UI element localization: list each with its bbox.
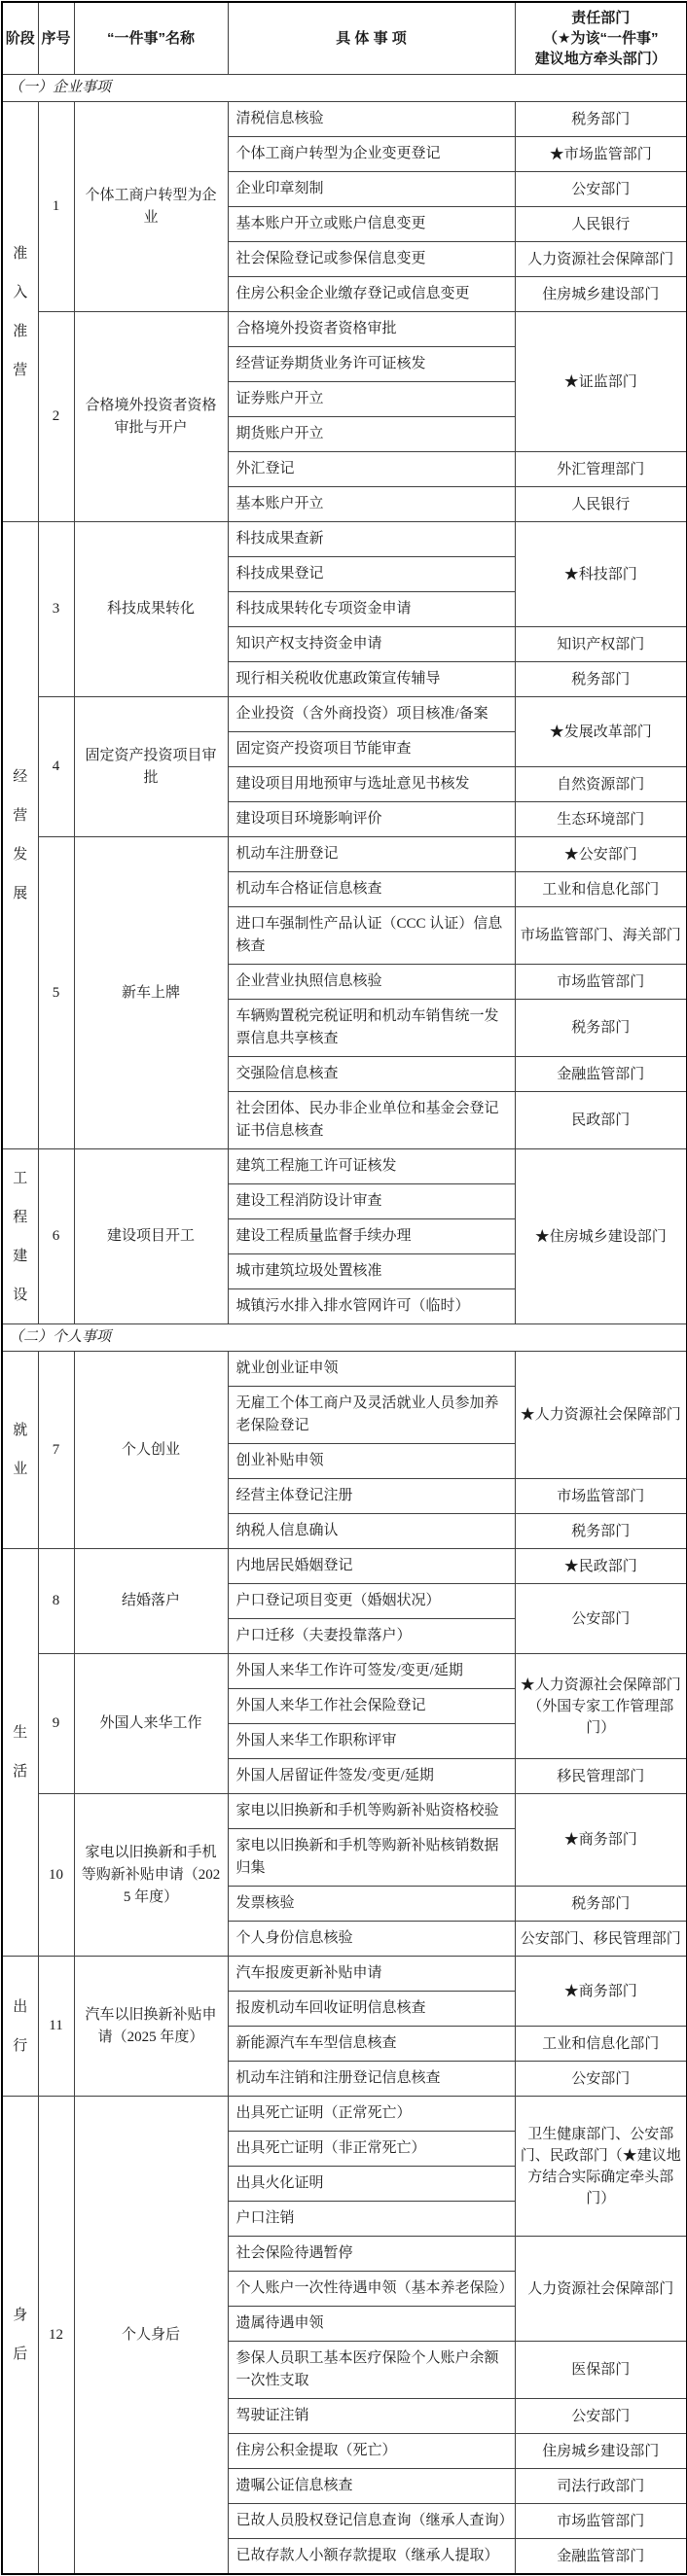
dept-cell: 人民银行 xyxy=(515,207,687,242)
header-dept-line-1: 责任部门 xyxy=(571,10,631,26)
dept-cell: 知识产权部门 xyxy=(515,627,687,662)
item-cell: 汽车报废更新补贴申请 xyxy=(228,1957,515,1992)
item-cell: 社会团体、民办非企业单位和基金会登记证书信息核查 xyxy=(228,1092,515,1149)
service-no: 10 xyxy=(38,1794,74,1957)
dept-cell: ★公安部门 xyxy=(515,837,687,872)
item-cell: 住房公积金企业缴存登记或信息变更 xyxy=(228,277,515,312)
header-dept-line-2: （★为该“一件事” xyxy=(543,30,659,47)
dept-cell: 医保部门 xyxy=(515,2342,687,2399)
table-header-row xyxy=(2,2,687,75)
dept-cell: 人民银行 xyxy=(515,487,687,522)
dept-cell: ★证监部门 xyxy=(515,312,687,452)
item-cell: 基本账户开立 xyxy=(228,487,515,522)
stage-cell xyxy=(2,1549,38,1957)
item-cell: 城镇污水排入排水管网许可（临时） xyxy=(228,1289,515,1324)
service-no: 12 xyxy=(38,2097,74,2575)
dept-cell: 公安部门 xyxy=(515,172,687,207)
item-cell: 家电以旧换新和手机等购新补贴核销数据归集 xyxy=(228,1829,515,1887)
header-no: 序号 xyxy=(38,2,74,75)
service-name: 家电以旧换新和手机等购新补贴申请（2025 年度） xyxy=(74,1794,228,1957)
stage-label-char: 活 xyxy=(13,1764,28,1780)
table-row xyxy=(2,1352,687,1387)
stage-label-char: 出 xyxy=(13,1998,28,2015)
header-stage: 阶段 xyxy=(2,2,38,75)
item-cell: 建设工程消防设计审查 xyxy=(228,1184,515,1219)
dept-cell: 住房城乡建设部门 xyxy=(515,277,687,312)
dept-cell: 市场监管部门 xyxy=(515,1479,687,1514)
header-dept-line-3: 建议地方牵头部门） xyxy=(534,51,667,67)
item-cell: 建筑工程施工许可证核发 xyxy=(228,1149,515,1184)
dept-cell: ★发展改革部门 xyxy=(515,697,687,767)
item-cell: 建设工程质量监督手续办理 xyxy=(228,1219,515,1254)
dept-cell: ★科技部门 xyxy=(515,522,687,627)
stage-label-char: 营 xyxy=(13,808,28,824)
stage-label-char: 行 xyxy=(13,2037,28,2054)
stage-label-char: 展 xyxy=(13,886,28,901)
item-cell: 建设项目用地预审与选址意见书核发 xyxy=(228,767,515,802)
dept-cell: ★住房城乡建设部门 xyxy=(515,1149,687,1324)
item-cell: 已故存款人小额存款提取（继承人提取） xyxy=(228,2539,515,2575)
dept-cell: 税务部门 xyxy=(515,662,687,697)
item-cell: 户口迁移（夫妻投靠落户） xyxy=(228,1619,515,1654)
stage-cell xyxy=(2,1149,38,1324)
section-row xyxy=(2,1324,687,1352)
table-row xyxy=(2,1654,687,1689)
item-cell: 建设项目环境影响评价 xyxy=(228,802,515,837)
item-cell: 企业印章刻制 xyxy=(228,172,515,207)
dept-cell: 工业和信息化部门 xyxy=(515,2027,687,2062)
item-cell: 外汇登记 xyxy=(228,452,515,487)
item-cell: 车辆购置税完税证明和机动车销售统一发票信息共享核查 xyxy=(228,1000,515,1057)
service-no: 11 xyxy=(38,1957,74,2097)
stage-label-char: 营 xyxy=(13,362,28,378)
stage-cell xyxy=(2,522,38,1149)
item-cell: 期货账户开立 xyxy=(228,417,515,452)
dept-cell: ★商务部门 xyxy=(515,1957,687,2027)
stage-cell xyxy=(2,1352,38,1549)
item-cell: 家电以旧换新和手机等购新补贴资格校验 xyxy=(228,1794,515,1829)
dept-cell: 自然资源部门 xyxy=(515,767,687,802)
service-name: 个人创业 xyxy=(74,1352,228,1549)
service-name: 汽车以旧换新补贴申请（2025 年度） xyxy=(74,1957,228,2097)
item-cell: 合格境外投资者资格审批 xyxy=(228,312,515,347)
service-name: 固定资产投资项目审批 xyxy=(74,697,228,837)
dept-cell: 市场监管部门 xyxy=(515,965,687,1000)
service-name: 新车上牌 xyxy=(74,837,228,1149)
service-no: 9 xyxy=(38,1654,74,1794)
item-cell: 参保人员职工基本医疗保险个人账户余额一次性支取 xyxy=(228,2342,515,2399)
item-cell: 证券账户开立 xyxy=(228,382,515,417)
dept-cell: 金融监管部门 xyxy=(515,2539,687,2575)
dept-cell: 司法行政部门 xyxy=(515,2469,687,2504)
item-cell: 创业补贴申领 xyxy=(228,1444,515,1479)
dept-cell: 移民管理部门 xyxy=(515,1759,687,1794)
dept-cell: ★商务部门 xyxy=(515,1794,687,1887)
stage-label-char: 工 xyxy=(13,1170,28,1186)
item-cell: 内地居民婚姻登记 xyxy=(228,1549,515,1584)
stage-cell xyxy=(2,102,38,522)
item-cell: 驾驶证注销 xyxy=(228,2399,515,2434)
dept-cell: 工业和信息化部门 xyxy=(515,872,687,907)
dept-cell: 民政部门 xyxy=(515,1092,687,1149)
item-cell: 遗属待遇申领 xyxy=(228,2307,515,2342)
dept-cell: 卫生健康部门、公安部门、民政部门（★建议地方结合实际确定牵头部门） xyxy=(515,2097,687,2237)
service-no: 5 xyxy=(38,837,74,1149)
item-cell: 户口登记项目变更（婚姻状况） xyxy=(228,1584,515,1619)
dept-cell: 人力资源社会保障部门 xyxy=(515,2237,687,2342)
service-name: 结婚落户 xyxy=(74,1549,228,1654)
dept-cell: ★市场监管部门 xyxy=(515,137,687,172)
stage-cell xyxy=(2,2097,38,2575)
item-cell: 报废机动车回收证明信息核查 xyxy=(228,1992,515,2027)
table-row xyxy=(2,312,687,347)
dept-cell: 市场监管部门、海关部门 xyxy=(515,907,687,965)
service-name: 个体工商户转型为企业 xyxy=(74,102,228,312)
dept-cell: 公安部门 xyxy=(515,2399,687,2434)
service-no: 7 xyxy=(38,1352,74,1549)
dept-cell: 税务部门 xyxy=(515,1887,687,1922)
item-cell: 基本账户开立或账户信息变更 xyxy=(228,207,515,242)
service-no: 4 xyxy=(38,697,74,837)
item-cell: 外国人来华工作社会保险登记 xyxy=(228,1689,515,1724)
one-thing-services-table xyxy=(1,1,687,2575)
dept-cell: 公安部门 xyxy=(515,2062,687,2097)
service-no: 2 xyxy=(38,312,74,522)
service-name: 合格境外投资者资格审批与开户 xyxy=(74,312,228,522)
item-cell: 科技成果查新 xyxy=(228,522,515,557)
table-row xyxy=(2,1794,687,1829)
item-cell: 社会保险待遇暂停 xyxy=(228,2237,515,2272)
stage-label-char: 入 xyxy=(13,284,28,300)
stage-label-char: 准 xyxy=(13,323,28,339)
item-cell: 个人账户一次性待遇申领（基本养老保险） xyxy=(228,2272,515,2307)
dept-cell: 公安部门、移民管理部门 xyxy=(515,1922,687,1957)
stage-label-char: 后 xyxy=(13,2347,28,2362)
dept-cell: 外汇管理部门 xyxy=(515,452,687,487)
item-cell: 新能源汽车车型信息核查 xyxy=(228,2027,515,2062)
stage-label-char: 建 xyxy=(13,1248,28,1264)
item-cell: 科技成果转化专项资金申请 xyxy=(228,592,515,627)
service-name: 科技成果转化 xyxy=(74,522,228,697)
dept-cell: ★人力资源社会保障部门 xyxy=(515,1352,687,1479)
dept-cell: 住房城乡建设部门 xyxy=(515,2434,687,2469)
item-cell: 机动车注销和注册登记信息核查 xyxy=(228,2062,515,2097)
item-cell: 现行相关税收优惠政策宣传辅导 xyxy=(228,662,515,697)
stage-label-char: 发 xyxy=(13,847,28,863)
item-cell: 清税信息核验 xyxy=(228,102,515,137)
item-cell: 外国人居留证件签发/变更/延期 xyxy=(228,1759,515,1794)
table-row xyxy=(2,837,687,872)
header-dept xyxy=(515,2,687,75)
service-name: 外国人来华工作 xyxy=(74,1654,228,1794)
dept-cell: 税务部门 xyxy=(515,102,687,137)
item-cell: 住房公积金提取（死亡） xyxy=(228,2434,515,2469)
item-cell: 出具死亡证明（正常死亡） xyxy=(228,2097,515,2132)
item-cell: 固定资产投资项目节能审查 xyxy=(228,732,515,767)
stage-label-char: 生 xyxy=(13,1725,28,1741)
item-cell: 遗嘱公证信息核查 xyxy=(228,2469,515,2504)
table-row xyxy=(2,1957,687,1992)
dept-cell: 市场监管部门 xyxy=(515,2504,687,2539)
item-cell: 发票核验 xyxy=(228,1887,515,1922)
table-row xyxy=(2,102,687,137)
service-no: 8 xyxy=(38,1549,74,1654)
dept-cell: 税务部门 xyxy=(515,1000,687,1057)
stage-label-char: 经 xyxy=(13,769,28,785)
table-row xyxy=(2,1549,687,1584)
item-cell: 无雇工个体工商户及灵活就业人员参加养老保险登记 xyxy=(228,1387,515,1444)
item-cell: 企业投资（含外商投资）项目核准/备案 xyxy=(228,697,515,732)
stage-label-char: 身 xyxy=(13,2308,28,2323)
item-cell: 出具死亡证明（非正常死亡） xyxy=(228,2132,515,2167)
item-cell: 企业营业执照信息核验 xyxy=(228,965,515,1000)
table-row xyxy=(2,522,687,557)
item-cell: 经营证券期货业务许可证核发 xyxy=(228,347,515,382)
item-cell: 经营主体登记注册 xyxy=(228,1479,515,1514)
header-items: 具 体 事 项 xyxy=(228,2,515,75)
item-cell: 就业创业证申领 xyxy=(228,1352,515,1387)
stage-cell xyxy=(2,1957,38,2097)
table-row xyxy=(2,697,687,732)
item-cell: 机动车注册登记 xyxy=(228,837,515,872)
stage-label-char: 程 xyxy=(13,1209,28,1225)
item-cell: 户口注销 xyxy=(228,2202,515,2237)
item-cell: 外国人来华工作许可签发/变更/延期 xyxy=(228,1654,515,1689)
dept-cell: 税务部门 xyxy=(515,1514,687,1549)
stage-label-char: 业 xyxy=(13,1462,28,1477)
table-body xyxy=(2,75,687,2575)
dept-cell: 生态环境部门 xyxy=(515,802,687,837)
section-header: （二）个人事项 xyxy=(2,1324,687,1352)
section-row xyxy=(2,75,687,102)
service-name: 个人身后 xyxy=(74,2097,228,2575)
service-no: 1 xyxy=(38,102,74,312)
stage-label-char: 就 xyxy=(13,1423,28,1438)
stage-label-char: 准 xyxy=(13,245,28,262)
table-row xyxy=(2,2097,687,2132)
item-cell: 进口车强制性产品认证（CCC 认证）信息核查 xyxy=(228,907,515,965)
dept-cell: 人力资源社会保障部门 xyxy=(515,242,687,277)
item-cell: 社会保险登记或参保信息变更 xyxy=(228,242,515,277)
item-cell: 出具火化证明 xyxy=(228,2167,515,2202)
item-cell: 城市建筑垃圾处置核准 xyxy=(228,1254,515,1289)
item-cell: 个人身份信息核验 xyxy=(228,1922,515,1957)
dept-cell: 金融监管部门 xyxy=(515,1057,687,1092)
table-row xyxy=(2,1149,687,1184)
item-cell: 知识产权支持资金申请 xyxy=(228,627,515,662)
section-header: （一）企业事项 xyxy=(2,75,687,102)
dept-cell: ★人力资源社会保障部门（外国专家工作管理部门） xyxy=(515,1654,687,1759)
item-cell: 纳税人信息确认 xyxy=(228,1514,515,1549)
item-cell: 机动车合格证信息核查 xyxy=(228,872,515,907)
stage-label-char: 设 xyxy=(13,1287,28,1303)
item-cell: 科技成果登记 xyxy=(228,557,515,592)
item-cell: 外国人来华工作职称评审 xyxy=(228,1724,515,1759)
header-name: “一件事”名称 xyxy=(74,2,228,75)
service-name: 建设项目开工 xyxy=(74,1149,228,1324)
item-cell: 个体工商户转型为企业变更登记 xyxy=(228,137,515,172)
dept-cell: 公安部门 xyxy=(515,1584,687,1654)
dept-cell: ★民政部门 xyxy=(515,1549,687,1584)
item-cell: 交强险信息核查 xyxy=(228,1057,515,1092)
service-no: 6 xyxy=(38,1149,74,1324)
service-no: 3 xyxy=(38,522,74,697)
item-cell: 已故人员股权登记信息查询（继承人查询） xyxy=(228,2504,515,2539)
